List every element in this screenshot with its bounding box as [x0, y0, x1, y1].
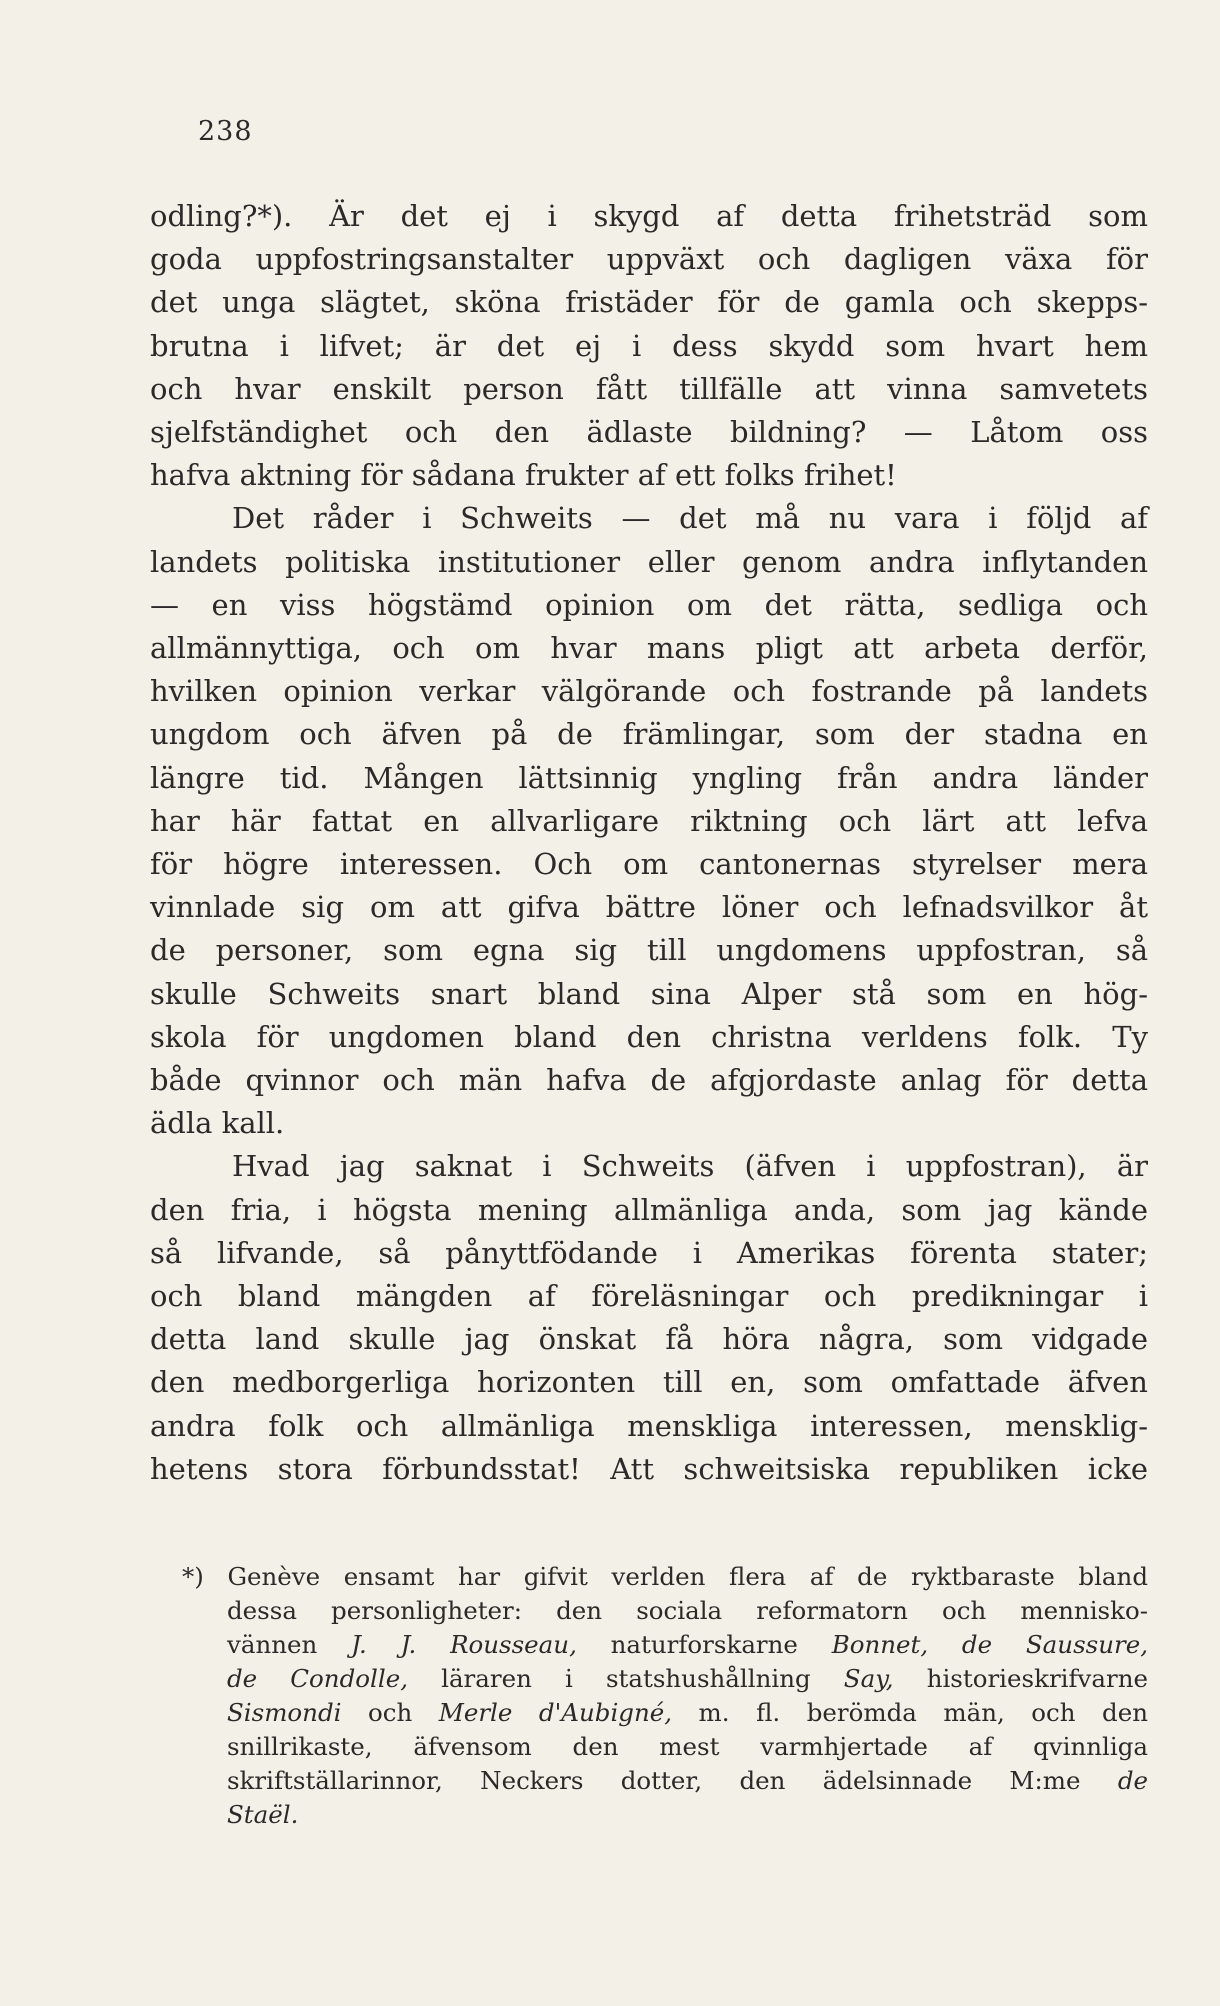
- footnote-name: Bonnet, de Saussure,: [831, 1630, 1148, 1659]
- footnote-name: Merle d'Aubigné,: [438, 1698, 673, 1727]
- page-number: 238: [198, 116, 253, 147]
- text-line: landets politiska institutioner eller genom andra inflytanden: [150, 544, 1148, 579]
- footnote-name: Sismondi: [227, 1698, 342, 1727]
- text-line: så lifvande, så pånyttfödande i Amerikas förenta stater;: [150, 1235, 1148, 1270]
- footnote-text: vännen: [227, 1630, 352, 1659]
- text-line: skola för ungdomen bland den christna verldens folk. Ty: [150, 1019, 1148, 1054]
- text-line: — en viss högstämd opinion om det rätta, sedliga och: [150, 587, 1148, 622]
- text-line: för högre interessen. Och om cantonernas styrelser mera: [150, 847, 1148, 882]
- text-line: och bland mängden af föreläsningar och predikningar i: [150, 1279, 1148, 1314]
- text-line: hvilken opinion verkar välgörande och fostrande på landets: [150, 674, 1148, 709]
- footnote-line: [150, 1594, 1148, 1628]
- text-line: odling?*). Är det ej i skygd af detta frihetsträd som: [150, 199, 1148, 233]
- footnote-line: [150, 1628, 1148, 1662]
- text-line: detta land skulle jag önskat få höra några, som vidgade: [150, 1322, 1148, 1357]
- text-line: Hvad jag saknat i Schweits (äfven i uppfostran), är: [232, 1149, 1148, 1184]
- text-line: goda uppfostringsanstalter uppväxt och dagligen växa för: [150, 242, 1148, 277]
- footnote-name: de: [1117, 1766, 1148, 1795]
- text-line: de personer, som egna sig till ungdomens uppfostran, så: [150, 933, 1148, 968]
- footnote-text: läraren i statshushållning: [407, 1664, 844, 1693]
- text-line: brutna i lifvet; är det ej i dess skydd som hvart hem: [150, 328, 1148, 363]
- text-line: sjelfständighet och den ädlaste bildning? — Låtom oss: [150, 415, 1148, 450]
- footnote-text: och: [341, 1698, 439, 1727]
- footnote-text: m. fl. berömda män, och den: [672, 1698, 1148, 1727]
- footnote-text: skriftställarinnor, Neckers dotter, den ädelsinnade M:me: [227, 1766, 1118, 1795]
- footnote-text: snillrikaste, äfvensom den mest varmhjertade af qvinnliga: [227, 1732, 1148, 1761]
- text-line: skulle Schweits snart bland sina Alper stå som en hög-: [150, 976, 1148, 1011]
- text-line: allmännyttiga, och om hvar mans pligt att arbeta derför,: [150, 631, 1148, 666]
- footnote-text: historieskrifvarne: [893, 1664, 1148, 1693]
- footnote-name: de Condolle,: [227, 1664, 408, 1693]
- text-line: det unga slägtet, sköna fristäder för de gamla och skepps-: [150, 285, 1148, 320]
- text-line: har här fattat en allvarligare riktning och lärt att lefva: [150, 803, 1148, 838]
- footnote-text: naturforskarne: [576, 1630, 832, 1659]
- text-line: den medborgerliga horizonten till en, som omfattade äfven: [150, 1365, 1148, 1400]
- text-line: den fria, i högsta mening allmänliga anda, som jag kände: [150, 1192, 1148, 1227]
- footnote: [150, 1560, 1148, 1832]
- footnote-name: J. J. Rousseau,: [351, 1630, 577, 1659]
- text-line: hafva aktning för sådana frukter af ett folks frihet!: [150, 458, 897, 493]
- text-line: ädla kall.: [150, 1106, 285, 1141]
- text-line: andra folk och allmänliga menskliga interessen, mensklig-: [150, 1408, 1148, 1443]
- main-text: [150, 195, 1148, 1491]
- text-line: hetens stora förbundsstat! Att schweitsiska republiken icke: [150, 1451, 1148, 1486]
- footnote-text: dessa personligheter: den sociala reformatorn och mennisko-: [227, 1596, 1148, 1625]
- text-line: vinnlade sig om att gifva bättre löner och lefnadsvilkor åt: [150, 890, 1148, 925]
- footnote-line: [150, 1798, 1148, 1832]
- footnote-line: [150, 1764, 1148, 1798]
- text-line: Det råder i Schweits — det må nu vara i följd af: [232, 501, 1148, 536]
- text-line: både qvinnor och män hafva de afgjordaste anlag för detta: [150, 1063, 1148, 1098]
- footnote-line: [150, 1560, 1148, 1594]
- footnote-line: [150, 1730, 1148, 1764]
- text-line: ungdom och äfven på de främlingar, som der stadna en: [150, 717, 1148, 752]
- footnote-line: [150, 1662, 1148, 1696]
- text-line: längre tid. Mången lättsinnig yngling från andra länder: [150, 760, 1148, 795]
- footnote-text: *) Genève ensamt har gifvit verlden flera af de ryktbaraste bland: [182, 1562, 1148, 1591]
- footnote-name: Staël.: [227, 1800, 299, 1829]
- footnote-name: Say,: [843, 1664, 894, 1693]
- text-line: och hvar enskilt person fått tillfälle att vinna samvetets: [150, 371, 1148, 406]
- footnote-line: [150, 1696, 1148, 1730]
